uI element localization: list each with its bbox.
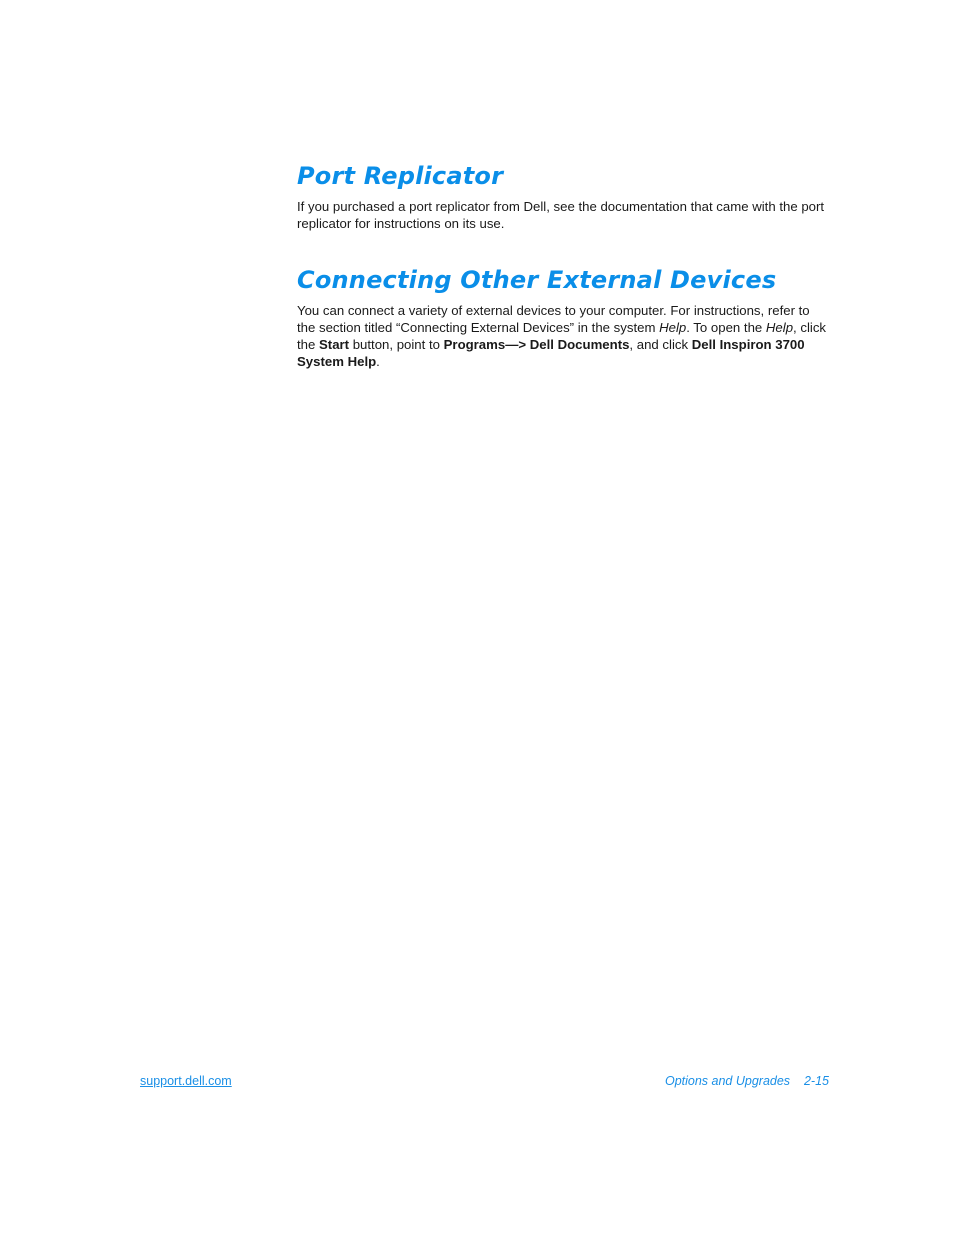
section-port-replicator: [297, 160, 829, 232]
port-replicator-heading: Port Replicator: [297, 162, 504, 190]
text-run: . To open the: [686, 320, 766, 335]
text-run: .: [376, 354, 380, 369]
footer-section-title: Options and Upgrades: [664, 1074, 791, 1088]
external-devices-heading: Connecting Other External Devices: [297, 266, 777, 294]
system-help-term: Dell Inspiron 3700 System Help: [297, 337, 805, 369]
programs-path-term: Programs—> Dell Documents: [443, 337, 630, 352]
help-term: Help: [765, 320, 794, 335]
page-footer: [140, 1074, 829, 1092]
start-term: Start: [319, 337, 350, 352]
help-term: Help: [659, 320, 687, 335]
external-devices-paragraph: [297, 302, 829, 370]
port-replicator-paragraph: If you purchased a port replicator from Dell, see the documentation that came with the port replicator for instructions on its use.: [297, 199, 825, 231]
footer-running-title: [665, 1074, 829, 1088]
text-run: You can connect a variety of external devices to your computer. For instructions, refer to the section titled “Connecting External Devices” in the system: [297, 303, 810, 335]
section-external-devices: [297, 264, 829, 370]
page-number: 2-15: [803, 1074, 829, 1088]
text-run: button, point to: [349, 337, 444, 352]
text-run: , and click: [629, 337, 692, 352]
text-run: , click the: [297, 320, 826, 352]
support-link[interactable]: support.dell.com: [140, 1074, 232, 1088]
page-content: [297, 160, 829, 370]
